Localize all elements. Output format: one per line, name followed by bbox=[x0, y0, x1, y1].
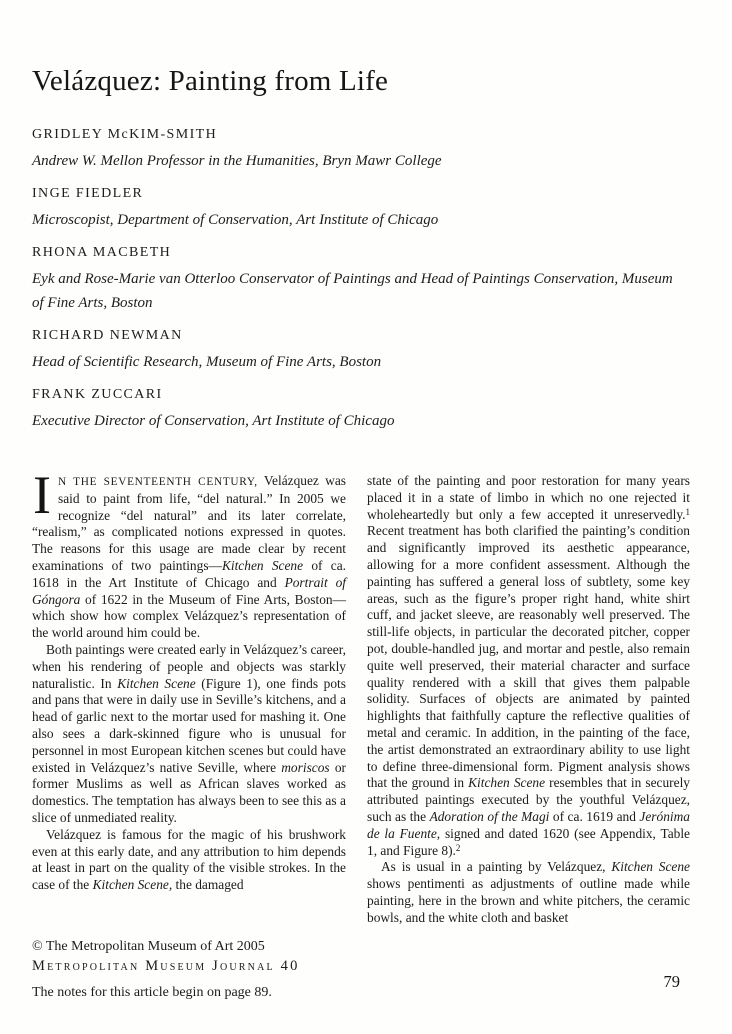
page-number: 79 bbox=[663, 972, 680, 991]
notes-line: The notes for this article begin on page 89. bbox=[32, 985, 272, 1000]
body-columns bbox=[32, 465, 690, 927]
paragraph: Both paintings were created early in Velázquez’s career, when his rendering of people and objects was starkly naturalistic. In Kitchen Scene (Figure 1), one finds pots and pans that were in daily use in Seville’s kitchens, and a head of garlic next to the mortar used for mashing it. One also sees a dark-skinned figure who is unusual for personnel in most European kitchen scenes but could have existed in Velázquez’s native Seville, where moriscos or former Muslims as well as African slaves worked as domestics. The temptation has always been to see this as a slice of unmediated reality. bbox=[32, 641, 346, 825]
article-title: Velázquez: Painting from Life bbox=[32, 65, 389, 97]
left-column bbox=[32, 465, 347, 927]
paragraph: Velázquez is famous for the magic of his brushwork even at this early date, and any attribution to him depends at least in part on the quality of the visible strokes. In the case of the Kitchen Scene, the damaged bbox=[32, 826, 346, 893]
author-affiliation: Head of Scientific Research, Museum of Fine Arts, Boston bbox=[32, 354, 382, 370]
author-block bbox=[32, 126, 690, 173]
author-name: INGE FIEDLER bbox=[32, 186, 144, 201]
author-block bbox=[32, 327, 690, 374]
footer bbox=[32, 938, 300, 1001]
author-name: RHONA MACBETH bbox=[32, 245, 172, 260]
paragraph: state of the painting and poor restoration for many years placed it in a state of limbo in which no one rejected it wholeheartedly but only a few accepted it unreservedly.$^1$ Recent treatment has both clarified the painting’s condition and significantly improved its aesthetic appearance, allowing for a more confident assessment. Although the painting has suffered a general loss of subtlety, some key areas, such as the figure’s proper right hand, white shirt cuff, and jacket sleeve, are reasonably well preserved. The still-life objects, in particular the decorated pitcher, copper pot, double-handled jug, and mortar and pestle, also remain quite well preserved, their material character and surface quality rendered with a skill that gives them palpable solidity. Surfaces of objects are animated by painted highlights that faithfully capture the reflective qualities of metal and ceramic. In addition, in the painting of the face, the artist demonstrated an extraordinary ability to use light to define three-dimensional form. Pigment analysis shows that the ground in Kitchen Scene resembles that in securely attributed paintings executed by the youthful Velázquez, such as the Adoration of the Magi of ca. 1619 and Jerónima de la Fuente, signed and dated 1620 (see Appendix, Table 1, and Figure 8).$^2$ bbox=[367, 473, 690, 858]
drop-cap: I bbox=[33, 465, 51, 525]
author-name: FRANK ZUCCARI bbox=[32, 387, 163, 402]
author-affiliation: Eyk and Rose-Marie van Otterloo Conservator of Paintings and Head of Paintings Conservation, Museum of Fine Arts, Boston bbox=[32, 271, 673, 311]
author-block bbox=[32, 244, 690, 315]
paragraph: As is usual in a painting by Velázquez, Kitchen Scene shows pentimenti as adjustments of outline made while painting, here in the brown and white pitchers, the ceramic bowls, and the white cloth and basket bbox=[367, 859, 690, 925]
author-name: GRIDLEY McKIM-SMITH bbox=[32, 127, 218, 142]
copyright-line: © The Metropolitan Museum of Art 2005 bbox=[32, 939, 265, 954]
author-affiliation: Andrew W. Mellon Professor in the Humanities, Bryn Mawr College bbox=[32, 153, 442, 169]
author-list bbox=[32, 126, 690, 433]
author-affiliation: Executive Director of Conservation, Art Institute of Chicago bbox=[32, 413, 395, 429]
author-affiliation: Microscopist, Department of Conservation, Art Institute of Chicago bbox=[32, 212, 439, 228]
journal-line: Metropolitan Museum Journal 40 bbox=[32, 958, 300, 974]
right-column bbox=[367, 473, 690, 927]
paragraph bbox=[32, 465, 347, 642]
paragraph-text: N THE SEVENTEENTH CENTURY, Velázquez was said to paint from life, “del natural.” In 2005 we recognize “del natural” and its later correlate, “realism,” as complicated notions expressed in quotes. The reasons for this usage are made clear by recent examinations of two paintings—Kitchen Scene of ca. 1618 in the Art Institute of Chicago and Portrait of Góngora of 1622 in the Museum of Fine Arts, Boston—which show how complex Velázquez’s representation of the world around him could be. bbox=[32, 473, 347, 641]
author-block bbox=[32, 386, 690, 433]
author-block bbox=[32, 185, 690, 232]
author-name: RICHARD NEWMAN bbox=[32, 328, 183, 343]
